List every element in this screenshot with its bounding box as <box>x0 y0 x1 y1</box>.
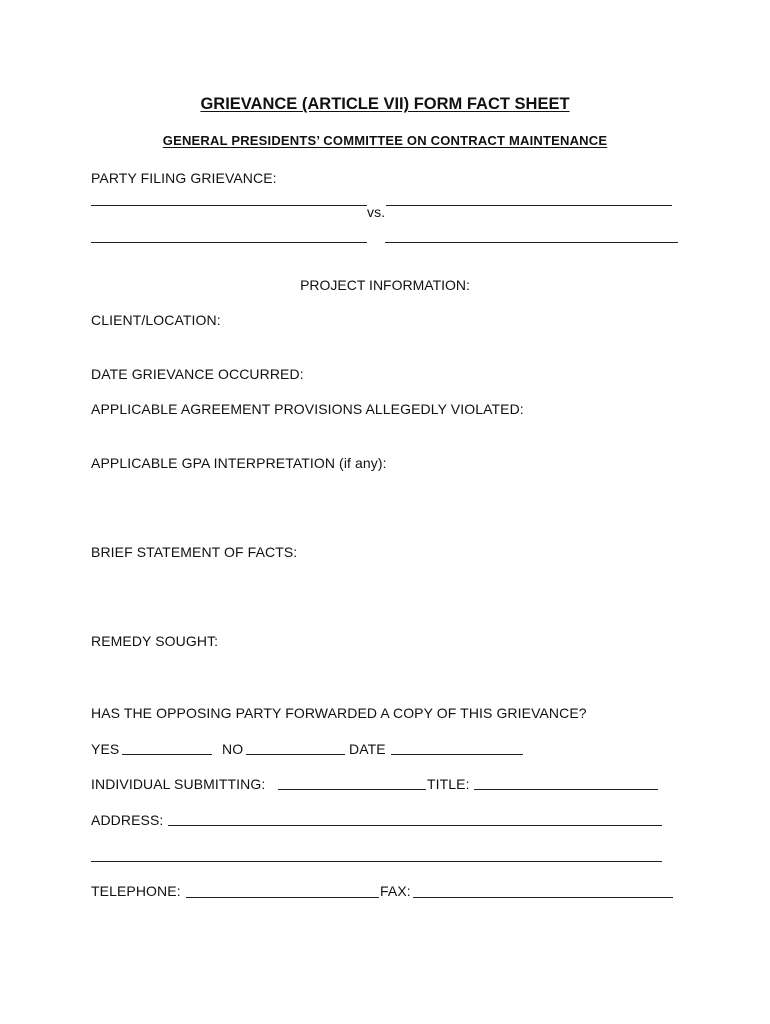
date-line[interactable] <box>391 754 523 755</box>
fax-line[interactable] <box>413 897 673 898</box>
versus-label: vs. <box>367 204 386 220</box>
address-line-1[interactable] <box>168 825 662 826</box>
date-occurred-label: DATE GRIEVANCE OCCURRED: <box>91 366 304 382</box>
address-line-2[interactable] <box>91 861 662 862</box>
form-subtitle: GENERAL PRESIDENTS’ COMMITTEE ON CONTRACT MAINTENANCE <box>162 133 608 148</box>
individual-submitting-label: INDIVIDUAL SUBMITTING: <box>91 776 266 792</box>
agreement-provisions-label: APPLICABLE AGREEMENT PROVISIONS ALLEGEDLY VIOLATED: <box>91 401 524 417</box>
title-label: TITLE: <box>427 776 470 792</box>
no-line[interactable] <box>246 754 345 755</box>
fax-label: FAX: <box>380 883 411 899</box>
project-info-heading: PROJECT INFORMATION: <box>300 277 470 293</box>
no-label: NO <box>222 741 244 757</box>
party-name-line-1[interactable] <box>91 205 367 206</box>
opposing-party-line-2[interactable] <box>385 242 678 243</box>
opposing-party-line-1[interactable] <box>386 205 672 206</box>
forwarded-question-label: HAS THE OPPOSING PARTY FORWARDED A COPY OF THIS GRIEVANCE? <box>91 705 587 721</box>
telephone-label: TELEPHONE: <box>91 883 181 899</box>
yes-line[interactable] <box>122 754 212 755</box>
party-name-line-2[interactable] <box>91 242 367 243</box>
party-filing-label: PARTY FILING GRIEVANCE: <box>91 170 277 186</box>
form-title: GRIEVANCE (ARTICLE VII) FORM FACT SHEET <box>200 95 570 113</box>
yes-label: YES <box>91 741 120 757</box>
telephone-line[interactable] <box>186 897 379 898</box>
individual-submitting-line[interactable] <box>278 789 426 790</box>
client-location-label: CLIENT/LOCATION: <box>91 312 221 328</box>
title-line[interactable] <box>474 789 658 790</box>
address-label: ADDRESS: <box>91 812 164 828</box>
gpa-interpretation-label: APPLICABLE GPA INTERPRETATION (if any): <box>91 455 387 471</box>
date-label: DATE <box>349 741 386 757</box>
remedy-sought-label: REMEDY SOUGHT: <box>91 633 219 649</box>
brief-statement-label: BRIEF STATEMENT OF FACTS: <box>91 544 298 560</box>
